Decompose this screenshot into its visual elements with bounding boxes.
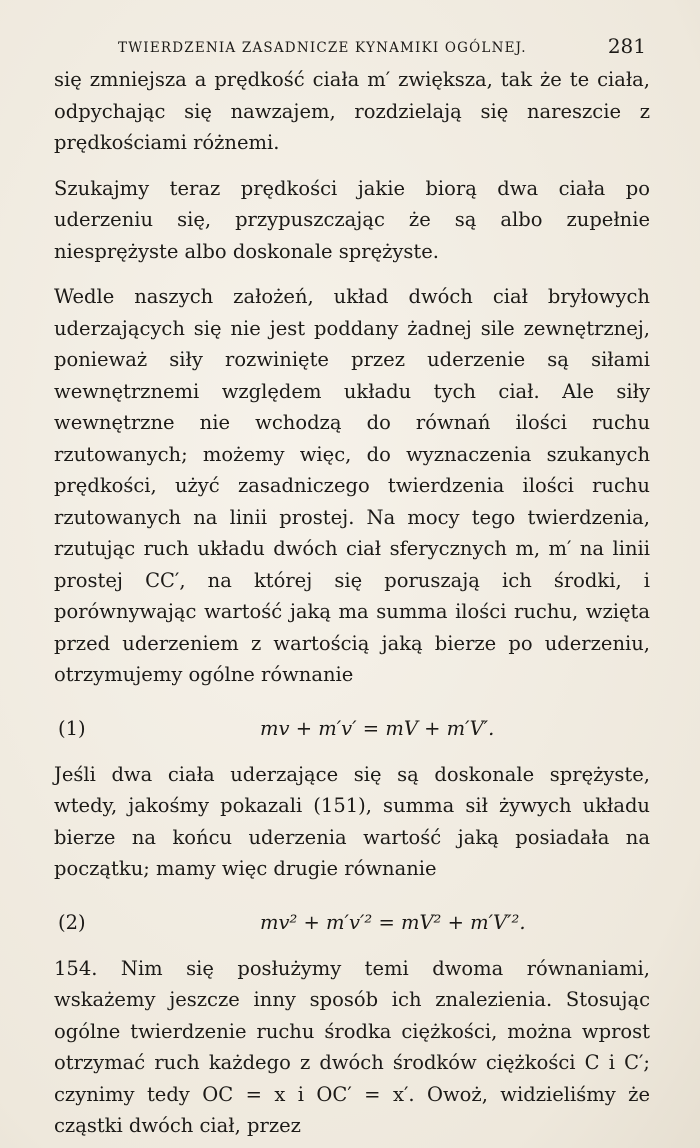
paragraph-continuation [54, 64, 650, 159]
equation-2 [54, 899, 650, 941]
paragraph-text: Szukajmy teraz prędkości jakie biorą dwa ciała po uderzeniu się, przypuszczając że są albo zupełnie niesprężyste albo doskonale sprężyste. [54, 176, 650, 263]
paragraph-text: Wedle naszych założeń, układ dwóch ciał bryłowych uderzających się nie jest poddany żadnej sile zewnętrznej, ponieważ siły rozwinięte przez uderzenie są siłami wewnętrznemi względem układu tych ciał. Ale siły wewnętrzne nie wchodzą do równań ilości ruchu rzutowanych; możemy więc, do wyznaczenia szukanych prędkości, użyć zasadniczego twierdzenia ilości ruchu rzutowanych na linii prostej. Na mocy tego twierdzenia, rzutując ruch układu dwóch ciał sferycznych m, m′ na linii prostej CC′, na której się poruszają ich środki, i porównywając wartość jaką ma summa ilości ruchu, wzięta przed uderzeniem z wartością jaką bierze po uderzeniu, otrzymujemy ogólne równanie [54, 285, 650, 686]
running-title: TWIERDZENIA ZASADNICZE KYNAMIKI OGÓLNEJ. [118, 40, 527, 56]
paragraph [54, 281, 650, 691]
page-number: 281 [607, 34, 646, 58]
equation-number: (2) [58, 910, 86, 934]
paragraph-text: Nim się posłużymy temi dwoma równaniami, wskażemy jeszcze inny sposób ich znalezienia. Stosując ogólne twierdzenie ruchu środka ciężkości, można wprost otrzymać ruch każdego z dwóch środków ciężkości C i C′; czynimy tedy OC = x i OC′ = x′. Owoż, widzieliśmy że cząstki dwóch ciał, przez [54, 956, 650, 1137]
equation-number: (1) [58, 716, 86, 740]
paragraph-text: się zmniejsza a prędkość ciała m′ zwiększa, tak że te ciała, odpychając się nawzajem, rozdzielają się nareszcie z prędkościami różnemi. [54, 68, 650, 154]
equation-body: mv² + m′v′² = mV² + m′V′². [260, 910, 526, 934]
body-text [54, 64, 650, 1142]
section-number: 154. [54, 956, 98, 980]
paragraph [54, 759, 650, 885]
equation-body: mv + m′v′ = mV + m′V′. [260, 716, 495, 740]
running-head [54, 34, 650, 64]
paragraph [54, 173, 650, 268]
equation-1 [54, 705, 650, 747]
paragraph-text: Jeśli dwa ciała uderzające się są doskonale sprężyste, wtedy, jakośmy pokazali (151), summa sił żywych układu bierze na końcu uderzenia wartość jaką posiadała na początku; mamy więc drugie równanie [54, 762, 650, 880]
paragraph-section-154 [54, 953, 650, 1142]
